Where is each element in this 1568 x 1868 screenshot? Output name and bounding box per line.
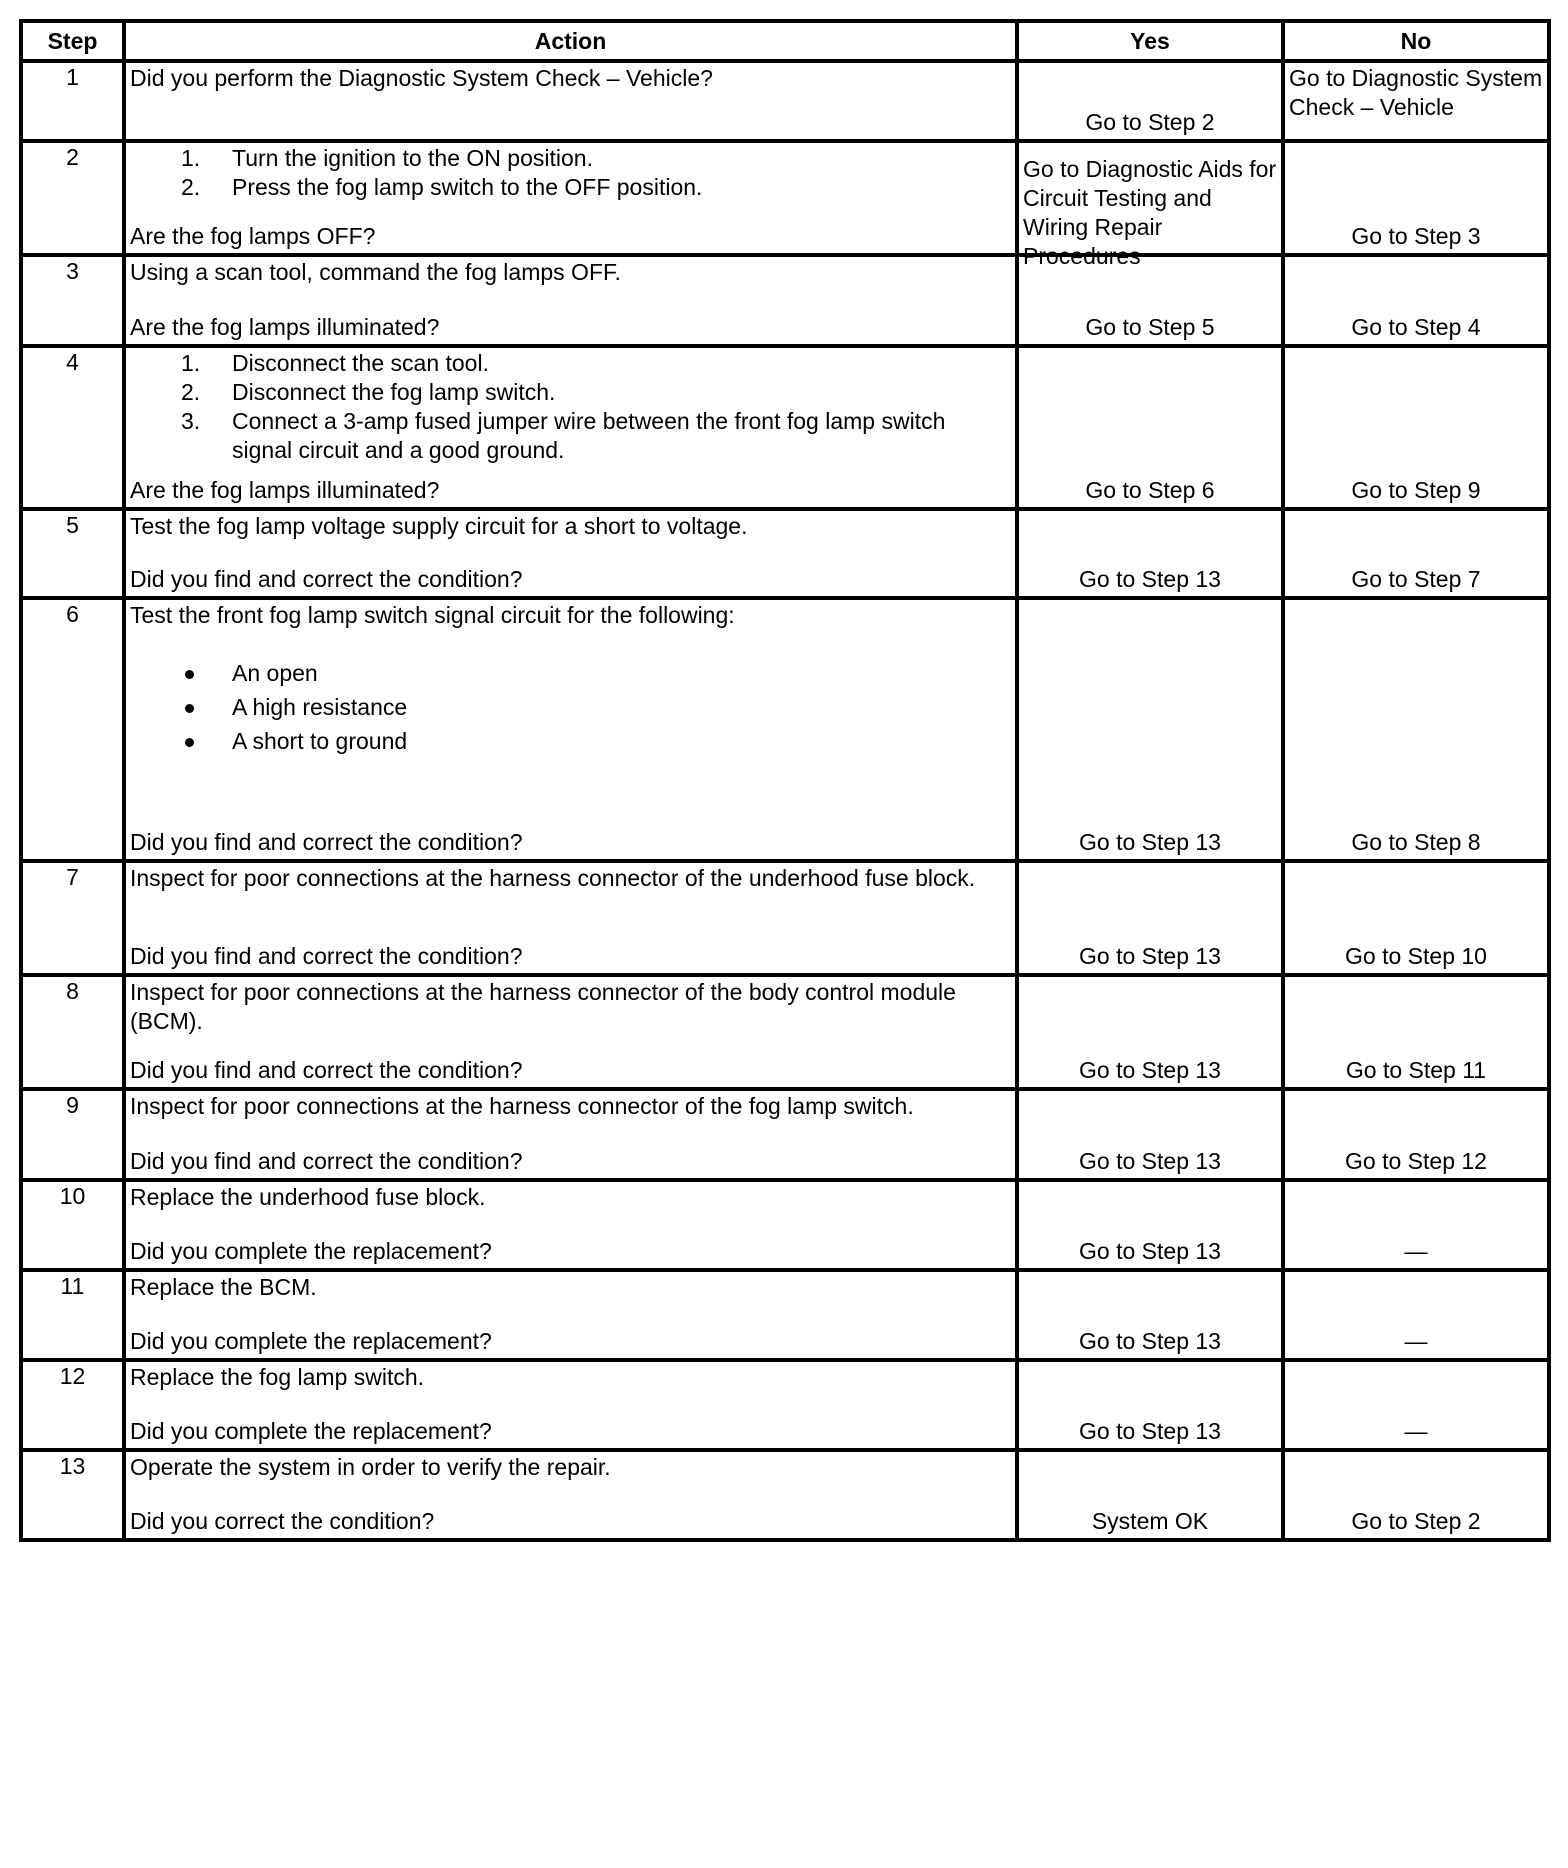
no-cell <box>1283 598 1549 861</box>
table-body <box>21 61 1549 1540</box>
action-cell <box>124 861 1017 975</box>
numbered-step <box>130 407 1011 465</box>
yes-cell <box>1017 1360 1283 1450</box>
yes-result: Go to Step 13 <box>1079 1148 1221 1174</box>
table-row <box>21 61 1549 141</box>
header-step: Step <box>21 21 124 61</box>
action-cell <box>124 255 1017 346</box>
yes-content <box>1019 1182 1281 1268</box>
table-row <box>21 1270 1549 1360</box>
header-yes: Yes <box>1017 21 1283 61</box>
yes-cell <box>1017 1089 1283 1180</box>
bullet-dot <box>185 704 194 713</box>
table-row <box>21 1180 1549 1270</box>
action-content <box>126 600 1015 859</box>
no-cell <box>1283 61 1549 141</box>
no-result: Go to Diagnostic System Check – Vehicle <box>1289 65 1543 120</box>
action-question: Did you find and correct the condition? <box>130 1148 523 1174</box>
yes-content <box>1019 1452 1281 1538</box>
step-number: 8 <box>21 975 124 1089</box>
action-instruction: Replace the underhood fuse block. <box>130 1184 486 1210</box>
no-cell <box>1283 1089 1549 1180</box>
no-content <box>1285 977 1547 1087</box>
action-content <box>126 348 1015 507</box>
diagnostic-table <box>19 19 1551 1542</box>
action-question: Did you find and correct the condition? <box>130 1057 523 1083</box>
yes-content <box>1019 1272 1281 1358</box>
no-cell <box>1283 861 1549 975</box>
bullet-item <box>130 690 1011 724</box>
yes-content <box>1019 863 1281 973</box>
yes-cell <box>1017 61 1283 141</box>
action-instruction: Replace the BCM. <box>130 1274 317 1300</box>
numbered-step <box>130 173 1011 202</box>
step-text: Press the fog lamp switch to the OFF position. <box>232 174 703 200</box>
header-action: Action <box>124 21 1017 61</box>
numbered-steps <box>130 349 1011 465</box>
numbered-steps <box>130 144 1011 202</box>
no-result: Go to Step 2 <box>1351 1508 1481 1534</box>
step-text: Turn the ignition to the ON position. <box>232 145 593 171</box>
table-row <box>21 1450 1549 1540</box>
yes-content <box>1019 511 1281 596</box>
yes-result: Go to Step 13 <box>1079 943 1221 969</box>
step-text: Connect a 3-amp fused jumper wire between the front fog lamp switch signal circuit and a good ground. <box>232 408 946 463</box>
yes-result: Go to Step 13 <box>1079 1328 1221 1354</box>
yes-result: Go to Step 6 <box>1085 477 1215 503</box>
action-cell <box>124 346 1017 509</box>
action-instruction: Operate the system in order to verify the repair. <box>130 1454 611 1480</box>
bullet-text: An open <box>232 660 318 686</box>
yes-result: Go to Step 13 <box>1079 1418 1221 1444</box>
yes-cell <box>1017 598 1283 861</box>
no-result: Go to Step 12 <box>1345 1148 1487 1174</box>
action-content <box>126 511 1015 596</box>
no-result: Go to Step 4 <box>1351 314 1481 340</box>
no-cell <box>1283 1180 1549 1270</box>
yes-content <box>1019 977 1281 1087</box>
no-result: Go to Step 3 <box>1351 223 1481 249</box>
no-content <box>1285 1362 1547 1448</box>
step-number: 3 <box>21 255 124 346</box>
step-number: 9 <box>21 1089 124 1180</box>
no-cell <box>1283 141 1549 255</box>
no-content <box>1285 1182 1547 1268</box>
no-cell <box>1283 975 1549 1089</box>
action-cell <box>124 1089 1017 1180</box>
numbered-step <box>130 144 1011 173</box>
yes-result: Go to Step 13 <box>1079 829 1221 855</box>
step-text: Disconnect the scan tool. <box>232 350 489 376</box>
step-number: 13 <box>21 1450 124 1540</box>
action-cell <box>124 1360 1017 1450</box>
yes-result: Go to Step 13 <box>1079 1057 1221 1083</box>
bullet-dot <box>185 738 194 747</box>
no-cell <box>1283 1360 1549 1450</box>
step-index: 2. <box>181 174 201 200</box>
yes-cell <box>1017 861 1283 975</box>
bullet-list <box>130 656 1011 758</box>
no-result: — <box>1404 1238 1428 1264</box>
action-question: Did you complete the replacement? <box>130 1418 492 1444</box>
action-cell <box>124 1180 1017 1270</box>
step-number: 6 <box>21 598 124 861</box>
step-number: 2 <box>21 141 124 255</box>
action-instruction: Using a scan tool, command the fog lamps OFF. <box>130 259 621 285</box>
no-result: Go to Step 11 <box>1345 1057 1487 1083</box>
table-row <box>21 346 1549 509</box>
action-cell <box>124 1450 1017 1540</box>
step-index: 1. <box>181 350 201 376</box>
yes-content <box>1019 348 1281 507</box>
no-content <box>1285 143 1547 253</box>
yes-cell <box>1017 509 1283 598</box>
table-row <box>21 1089 1549 1180</box>
bullet-text: A short to ground <box>232 728 408 754</box>
yes-cell <box>1017 346 1283 509</box>
action-content <box>126 63 1015 139</box>
no-cell <box>1283 1450 1549 1540</box>
yes-result: Go to Diagnostic Aids for Circuit Testing and Wiring Repair Procedures <box>1023 156 1277 269</box>
action-question: Did you find and correct the condition? <box>130 566 523 592</box>
step-text: Disconnect the fog lamp switch. <box>232 379 556 405</box>
no-result: Go to Step 8 <box>1351 829 1481 855</box>
action-content <box>126 143 1015 253</box>
no-content <box>1285 63 1547 139</box>
yes-content <box>1019 1091 1281 1178</box>
action-question: Did you correct the condition? <box>130 1508 435 1534</box>
no-content <box>1285 600 1547 859</box>
bullet-item <box>130 724 1011 758</box>
action-instruction: Did you perform the Diagnostic System Check – Vehicle? <box>130 65 713 91</box>
step-number: 4 <box>21 346 124 509</box>
action-cell <box>124 141 1017 255</box>
numbered-step <box>130 378 1011 407</box>
no-content <box>1285 348 1547 507</box>
no-content <box>1285 1452 1547 1538</box>
action-cell <box>124 509 1017 598</box>
no-cell <box>1283 1270 1549 1360</box>
action-question: Did you find and correct the condition? <box>130 943 523 969</box>
no-content <box>1285 257 1547 344</box>
no-content <box>1285 511 1547 596</box>
action-question: Are the fog lamps OFF? <box>130 223 376 249</box>
action-instruction: Test the front fog lamp switch signal circuit for the following: <box>130 602 735 628</box>
action-content <box>126 863 1015 973</box>
no-result: — <box>1404 1418 1428 1444</box>
action-cell <box>124 975 1017 1089</box>
action-instruction: Inspect for poor connections at the harness connector of the body control module (BCM). <box>130 979 956 1034</box>
yes-result: Go to Step 5 <box>1085 314 1215 340</box>
action-cell <box>124 598 1017 861</box>
step-index: 2. <box>181 379 201 405</box>
table-row <box>21 509 1549 598</box>
yes-cell <box>1017 1450 1283 1540</box>
yes-cell <box>1017 1180 1283 1270</box>
yes-result: System OK <box>1091 1508 1209 1534</box>
yes-result: Go to Step 2 <box>1085 109 1215 135</box>
step-number: 7 <box>21 861 124 975</box>
yes-result: Go to Step 13 <box>1079 1238 1221 1264</box>
yes-content <box>1019 143 1281 269</box>
action-content <box>126 1091 1015 1178</box>
no-result: Go to Step 10 <box>1345 943 1487 969</box>
table-row <box>21 598 1549 861</box>
action-question: Did you find and correct the condition? <box>130 829 523 855</box>
action-content <box>126 1182 1015 1268</box>
step-index: 3. <box>181 408 201 434</box>
yes-cell <box>1017 141 1283 269</box>
yes-cell <box>1017 1270 1283 1360</box>
numbered-step <box>130 349 1011 378</box>
bullet-dot <box>185 670 194 679</box>
action-instruction: Inspect for poor connections at the harness connector of the fog lamp switch. <box>130 1093 914 1119</box>
step-index: 1. <box>181 145 201 171</box>
bullet-text: A high resistance <box>232 694 408 720</box>
action-content <box>126 257 1015 344</box>
action-question: Did you complete the replacement? <box>130 1238 492 1264</box>
action-instruction: Replace the fog lamp switch. <box>130 1364 425 1390</box>
step-number: 12 <box>21 1360 124 1450</box>
step-number: 10 <box>21 1180 124 1270</box>
step-number: 11 <box>21 1270 124 1360</box>
header-row <box>21 21 1549 61</box>
action-question: Are the fog lamps illuminated? <box>130 477 440 503</box>
no-content <box>1285 1091 1547 1178</box>
header-no: No <box>1283 21 1549 61</box>
action-content <box>126 1362 1015 1448</box>
no-result: Go to Step 9 <box>1351 477 1481 503</box>
no-cell <box>1283 255 1549 346</box>
action-content <box>126 1272 1015 1358</box>
yes-content <box>1019 257 1281 344</box>
action-instruction: Test the fog lamp voltage supply circuit for a short to voltage. <box>130 513 748 539</box>
no-cell <box>1283 346 1549 509</box>
yes-result: Go to Step 13 <box>1079 566 1221 592</box>
yes-content <box>1019 600 1281 859</box>
table-row <box>21 141 1549 255</box>
yes-cell <box>1017 975 1283 1089</box>
action-cell <box>124 1270 1017 1360</box>
yes-cell <box>1017 255 1283 346</box>
bullet-item <box>130 656 1011 690</box>
step-number: 1 <box>21 61 124 141</box>
action-question: Are the fog lamps illuminated? <box>130 314 440 340</box>
table-row <box>21 975 1549 1089</box>
no-cell <box>1283 509 1549 598</box>
no-result: — <box>1404 1328 1428 1354</box>
table-row <box>21 861 1549 975</box>
action-instruction: Inspect for poor connections at the harness connector of the underhood fuse block. <box>130 865 976 891</box>
action-content <box>126 977 1015 1087</box>
action-question: Did you complete the replacement? <box>130 1328 492 1354</box>
no-content <box>1285 863 1547 973</box>
yes-content <box>1019 1362 1281 1448</box>
step-number: 5 <box>21 509 124 598</box>
yes-content <box>1019 63 1281 139</box>
action-cell <box>124 61 1017 141</box>
action-content <box>126 1452 1015 1538</box>
no-result: Go to Step 7 <box>1351 566 1481 592</box>
table-row <box>21 1360 1549 1450</box>
no-content <box>1285 1272 1547 1358</box>
table-row <box>21 255 1549 346</box>
